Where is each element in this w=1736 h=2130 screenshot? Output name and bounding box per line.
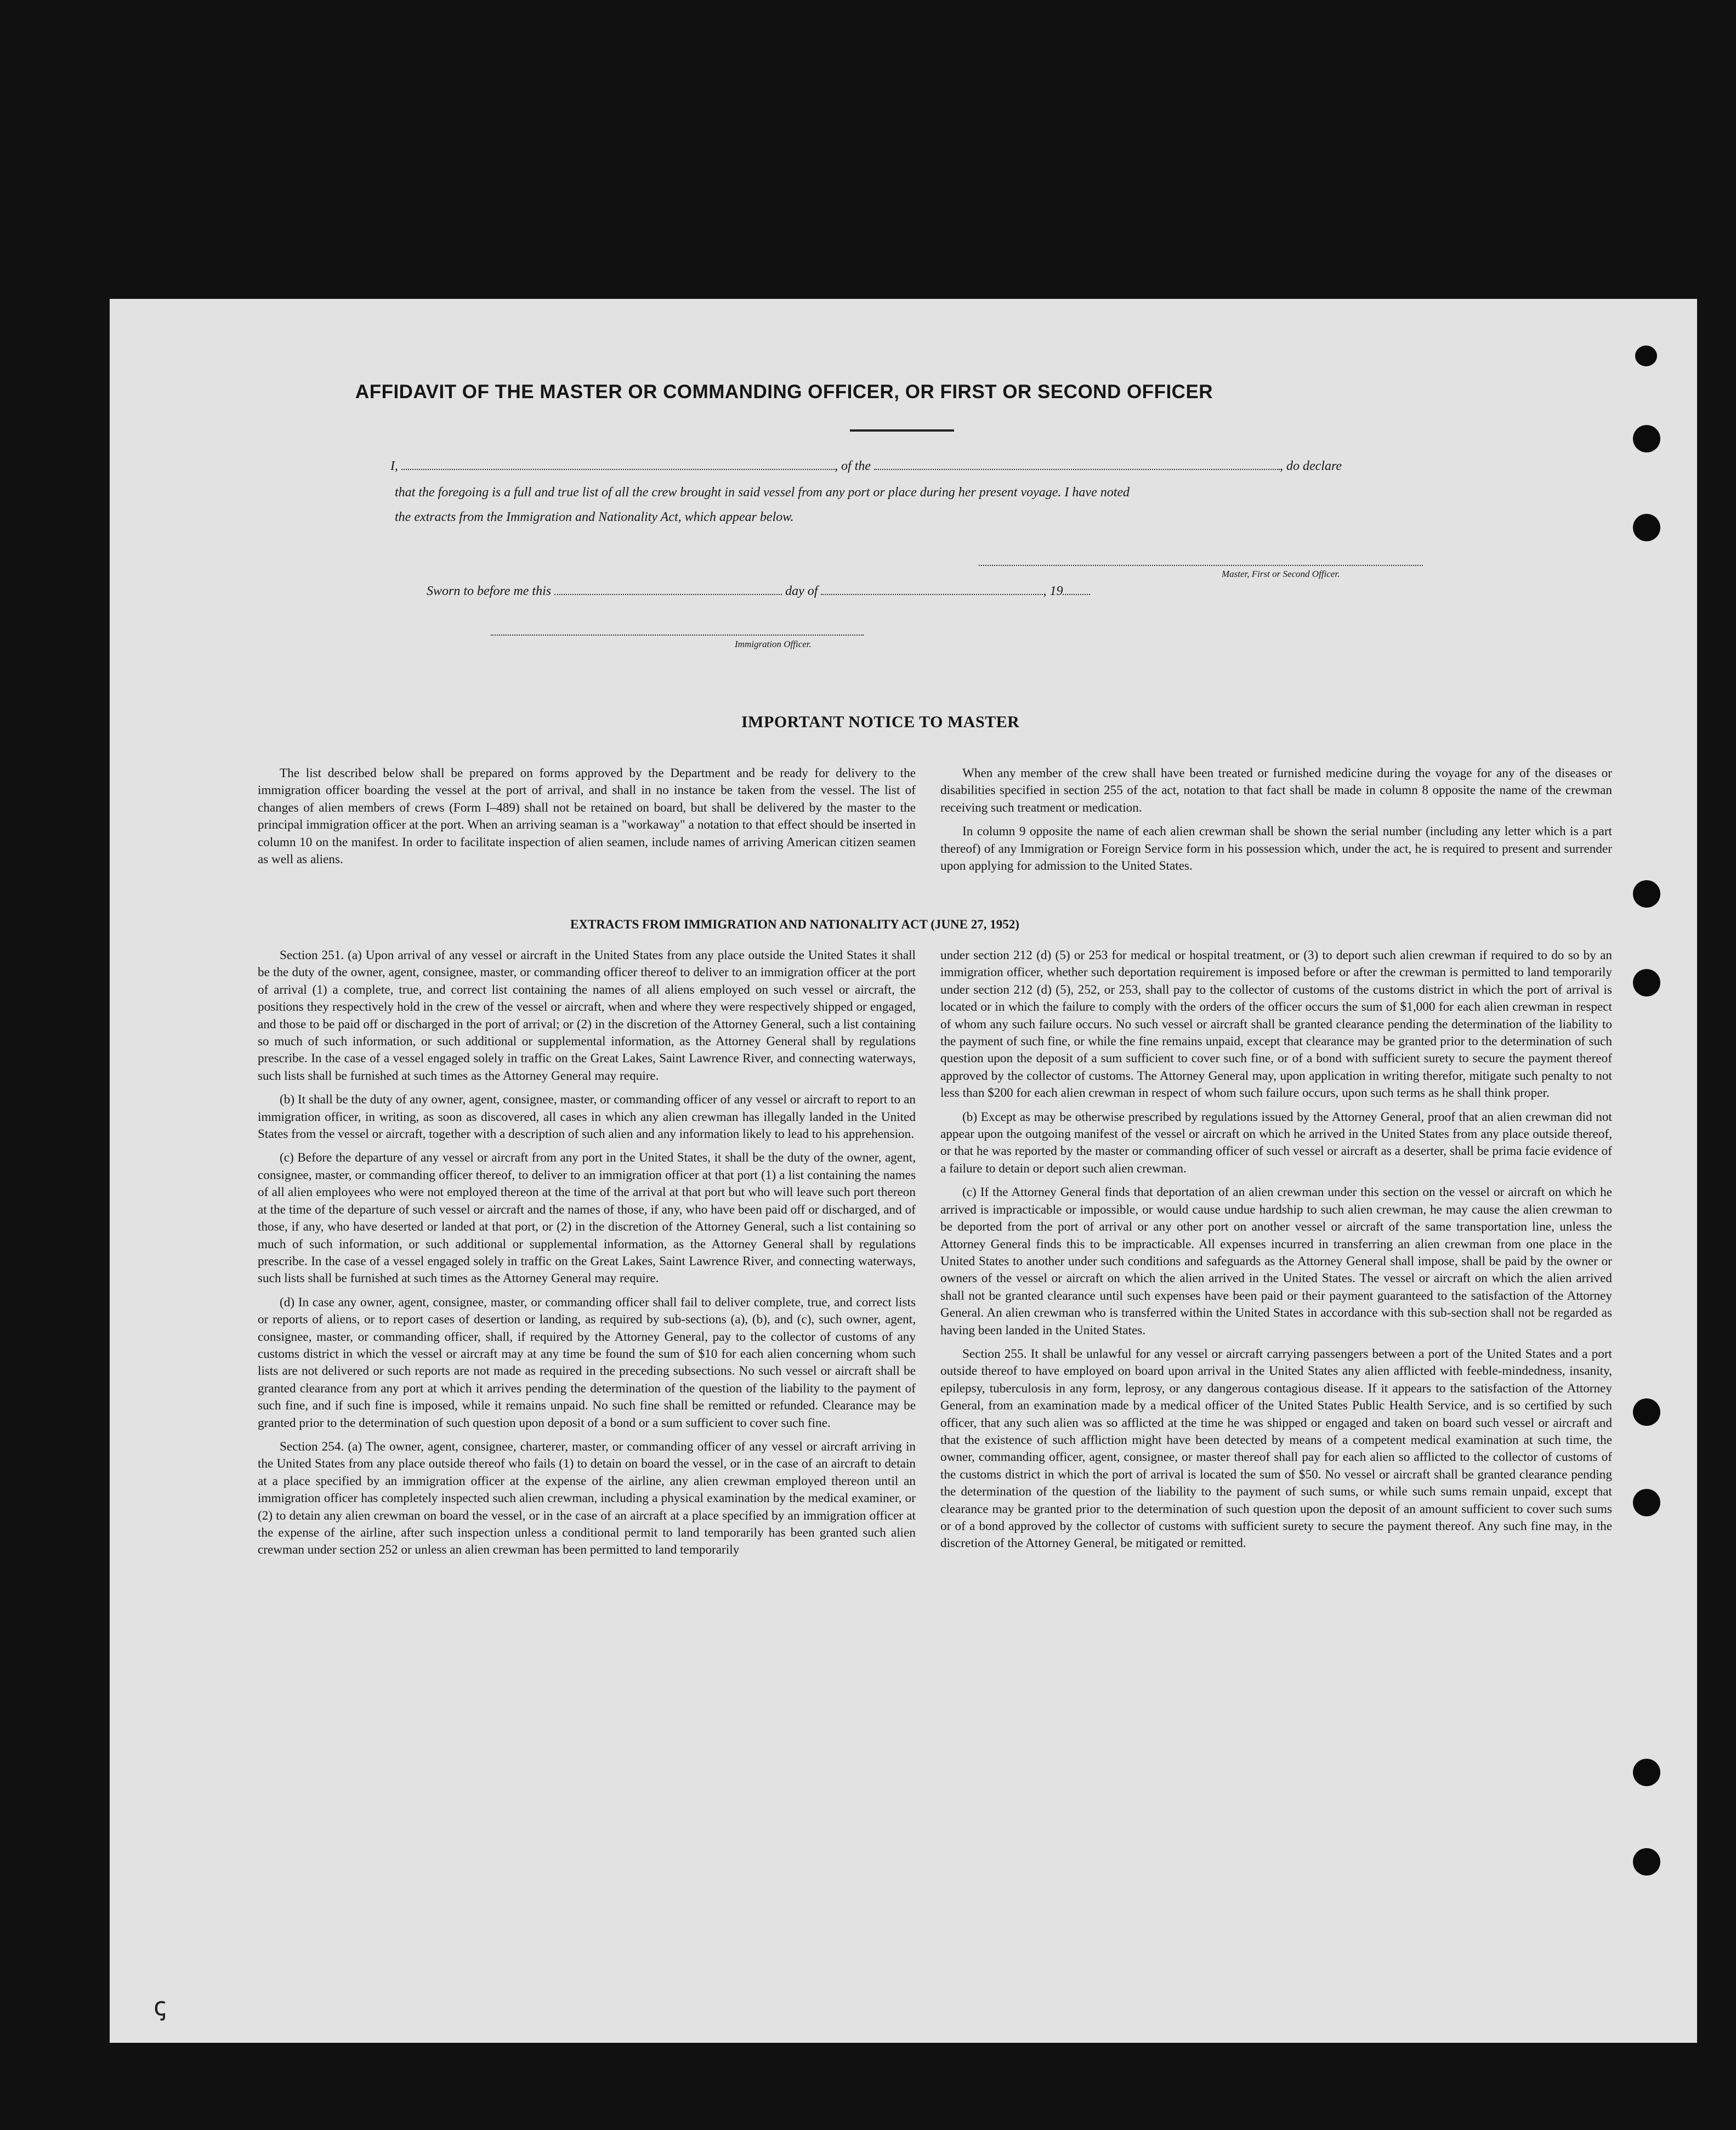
- notice-paragraph: When any member of the crew shall have been treated or furnished medicine during the voyage for any of the diseases or disabilities specified in section 255 of the act, notation to that fact shall be made in column 8 opposite the name of the crewman receiving such treatment or medication.: [940, 766, 1612, 815]
- binder-hole: [1633, 425, 1660, 452]
- binder-hole: [1633, 1489, 1660, 1516]
- binder-hole: [1633, 1759, 1660, 1786]
- sworn-day-field[interactable]: [554, 584, 782, 595]
- title-underline: [850, 429, 954, 432]
- sworn-line: [427, 584, 1090, 599]
- extracts-heading: EXTRACTS FROM IMMIGRATION AND NATIONALITY ACT (JUNE 27, 1952): [570, 917, 1019, 931]
- section-paragraph: (b) Except as may be otherwise prescribed by regulations issued by the Attorney General, proof that an alien crewman did not appear upon the outgoing manifest of the vessel or aircraft on which he arrived in the United States from any place outside thereof, or that he was reported by the master or commanding officer of such vessel or aircraft as a deserter, shall be prima facie evidence of a failure to detain or deport such alien crewman.: [940, 1109, 1612, 1176]
- notice-left-column: [258, 765, 916, 875]
- section-paragraph: Section 251. (a) Upon arrival of any vessel or aircraft in the United States from any place outside the United States it shall be the duty of the owner, agent, consignee, master, or commanding officer thereof to deliver to an immigration officer at the port of arrival (1) a complete, true, and correct list containing the names of all aliens employed on such vessel or aircraft, the positions they respectively hold in the crew of the vessel or aircraft, when and where they were respectively shipped or engaged, and those to be paid off or discharged in the port of arrival; or (2) in the discretion of the Attorney General, such a list containing so much of such information, or such additional or supplemental information, as the Attorney General shall by regulations prescribe. In the case of a vessel engaged solely in traffic on the Great Lakes, Saint Lawrence River, and connecting waterways, such lists shall be furnished at such times as the Attorney General may require.: [258, 948, 916, 1083]
- handwritten-mark: ꞔ: [154, 1992, 167, 2021]
- binder-hole: [1633, 880, 1660, 908]
- year-label: , 19: [1043, 584, 1063, 598]
- extracts-right-column: [940, 947, 1612, 1559]
- section-paragraph: (d) In case any owner, agent, consignee, master, or commanding officer shall fail to deliver complete, true, and correct lists or reports of aliens, or to report cases of desertion or landing, as required by sub-sections (a), (b), and (c), such owner, agent, consignee, master, or commanding officer, shall, if required by the Attorney General, pay to the collector of customs of any customs district in which the vessel or aircraft may at any time be found the sum of $10 for each alien concerning whom such lists are not delivered or such reports are not made as required in the preceding subsections. No such vessel or aircraft shall be granted clearance from any port at which it arrives pending the determination of the question of the liability to the payment of such fine, and if such fine is imposed, while it remains unpaid. No such fine shall be remitted or refunded. Clearance may be granted prior to the determination of such question upon deposit of a bond or a sum sufficient to cover such fine.: [258, 1295, 916, 1430]
- sworn-label: Sworn to before me this: [427, 584, 552, 598]
- section-paragraph: (c) Before the departure of any vessel or aircraft from any port in the United States, it shall be the duty of the owner, agent, consignee, master, or commanding officer thereof, to deliver to an immigration officer at that port (1) a list containing the names of all alien employees who were not employed thereon at the time of the arrival at that port but who will leave such port thereon at the time of the departure of such vessel or aircraft and the names of those, if any, who have been paid off or discharged, and of those, if any, who have deserted or landed at that port, or (2) in the discretion of the Attorney General, such a list containing so much of such information, or such additional or supplemental information, as the Attorney General shall by regulations prescribe. In the case of a vessel engaged solely in traffic on the Great Lakes, Saint Lawrence River, and connecting waterways, such lists shall be furnished at such times as the Attorney General may require.: [258, 1151, 916, 1286]
- vessel-label: , of the: [835, 459, 871, 473]
- day-of-label: day of: [785, 584, 818, 598]
- section-paragraph: (b) It shall be the duty of any owner, agent, consignee, master, or commanding officer of any vessel or aircraft to report to an immigration officer, in writing, as soon as discovered, all cases in which any alien crewman has illegally landed in the United States from the vessel or aircraft, together with a description of such alien and any information likely to lead to his apprehension.: [258, 1092, 916, 1142]
- section-paragraph: under section 212 (d) (5) or 253 for medical or hospital treatment, or (3) to deport such alien crewman if required to do so by an immigration officer, whether such deportation requirement is imposed before or after the crewman is permitted to land temporarily under section 212 (d) (5), 252, or 253, shall pay to the collector of customs of the customs district in which the port of arrival is located or in which the failure to comply with the orders of the officer occurs the sum of $1,000 for each alien crewman in respect of whom any such failure occurs. No such vessel or aircraft shall be granted clearance pending the determination of the liability to the payment of such fine, or while the fine remains unpaid, except that clearance may be granted prior to the determination of such question upon the deposit of a sum sufficient to cover such fine, or of a bond with sufficient surety to secure the payment thereof approved by the collector of customs. The Attorney General may, upon application in writing therefor, mitigate such penalty to not less than $200 for each alien crewman in respect of whom such failure occurs, upon such terms as he shall think proper.: [940, 948, 1612, 1101]
- document-page: [110, 299, 1697, 2043]
- declaration-line-3: the extracts from the Immigration and Nationality Act, which appear below.: [395, 510, 794, 524]
- sworn-year-field[interactable]: [1063, 584, 1090, 595]
- notice-right-column: [940, 765, 1612, 881]
- binder-hole: [1633, 1848, 1660, 1876]
- binder-hole: [1633, 1398, 1660, 1426]
- declaration-line-2: that the foregoing is a full and true list of all the crew brought in said vessel from any port or place during her present voyage. I have noted: [395, 485, 1130, 500]
- master-signature-field[interactable]: [979, 565, 1423, 566]
- notice-paragraph: The list described below shall be prepared on forms approved by the Department and be ready for delivery to the immigration officer boarding the vessel at the port of arrival, and shall in no instance be taken from the vessel. The list of changes of alien members of crews (Form I–489) shall not be retained on board, but shall be delivered by the master to the principal immigration officer at the port. When an arriving seaman is a "workaway" a notation to that effect should be inserted in column 10 on the manifest. In order to facilitate inspection of alien seamen, include names of arriving American citizen seamen as well as aliens.: [258, 766, 916, 867]
- declaration-line-1: [390, 459, 1342, 474]
- binder-hole: [1635, 345, 1657, 366]
- section-paragraph: (c) If the Attorney General finds that deportation of an alien crewman under this section on the vessel or aircraft on which he arrived is impracticable or impossible, or would cause undue hardship to such alien crewman, he may cause the alien crewman to be deported from the port of arrival or any other port on another vessel or aircraft of the same transportation line, unless the Attorney General finds this to be impracticable. All expenses incurred in transferring an alien crewman from one place in the United States to another under such conditions and safeguards as the Attorney General shall impose, shall be paid by the owner or owners of the vessel or aircraft on which the alien arrived in the United States. The vessel or aircraft on which the alien arrived shall not be granted clearance until such expenses have been paid or their payment guaranteed to the satisfaction of the Attorney General. An alien crewman who is transferred within the United States in accordance with this sub-section shall not be regarded as having been landed in the United States.: [940, 1185, 1612, 1338]
- sworn-month-field[interactable]: [821, 584, 1043, 595]
- officer-signature-field[interactable]: [491, 635, 864, 636]
- officer-signature-caption: Immigration Officer.: [735, 639, 812, 649]
- vessel-name-field[interactable]: [874, 459, 1280, 470]
- declarant-label: I,: [390, 459, 398, 473]
- declare-label: , do declare: [1280, 459, 1342, 473]
- section-paragraph: Section 255. It shall be unlawful for any vessel or aircraft carrying passengers between a port of the United States and a port outside thereof to have employed on board upon arrival in the United States any alien afflicted with feeble-mindedness, insanity, epilepsy, tuberculosis in any form, leprosy, or any dangerous contagious disease. If it appears to the satisfaction of the Attorney General, from an examination made by a medical officer of the United States Public Health Service, and is so certified by such officer, that any such alien was so afflicted at the time he was shipped or engaged and taken on board such vessel or aircraft and that the existence of such affliction might have been detected by means of a competent medical examination at such time, the owner, commanding officer, agent, consignee, or master thereof shall pay for each alien so afflicted to the collector of customs of the customs district in which the port of arrival is located the sum of $50. No vessel or aircraft shall be granted clearance pending the determination of the question of the liability to the payment of such sums, or while such sums remain unpaid, except that clearance may be granted prior to the determination of such question upon the deposit of an amount sufficient to cover such sums or of a bond approved by the collector of customs with sufficient surety to secure the payment thereof. Any such fine may, in the discretion of the Attorney General, be mitigated or remitted.: [940, 1346, 1612, 1551]
- affidavit-title: AFFIDAVIT OF THE MASTER OR COMMANDING OFFICER, OR FIRST OR SECOND OFFICER: [355, 381, 1213, 403]
- binder-hole: [1633, 514, 1660, 541]
- binder-hole: [1633, 969, 1660, 996]
- declarant-name-field[interactable]: [401, 459, 835, 470]
- notice-heading: IMPORTANT NOTICE TO MASTER: [741, 713, 1020, 731]
- section-paragraph: Section 254. (a) The owner, agent, consignee, charterer, master, or commanding officer of any vessel or aircraft arriving in the United States from any place outside thereof who fails (1) to detain on board the vessel, or in the case of an aircraft to detain at a place specified by an immigration officer at the expense of the airline, any alien crewman employed thereon until an immigration officer has completely inspected such alien crewman, including a physical examination by the medical examiner, or (2) to detain any alien crewman on board the vessel, or in the case of an aircraft at a place specified by an immigration officer at the expense of the airline, after such inspection unless a conditional permit to land temporarily has been granted such alien crewman under section 252 or unless an alien crewman has been permitted to land temporarily: [258, 1439, 916, 1557]
- master-signature-caption: Master, First or Second Officer.: [1222, 569, 1340, 579]
- extracts-left-column: [258, 947, 916, 1566]
- notice-paragraph: In column 9 opposite the name of each alien crewman shall be shown the serial number (including any letter which is a part thereof) of any Immigration or Foreign Service form in his possession which, under the act, he is required to present and surrender upon applying for admission to the United States.: [940, 824, 1612, 874]
